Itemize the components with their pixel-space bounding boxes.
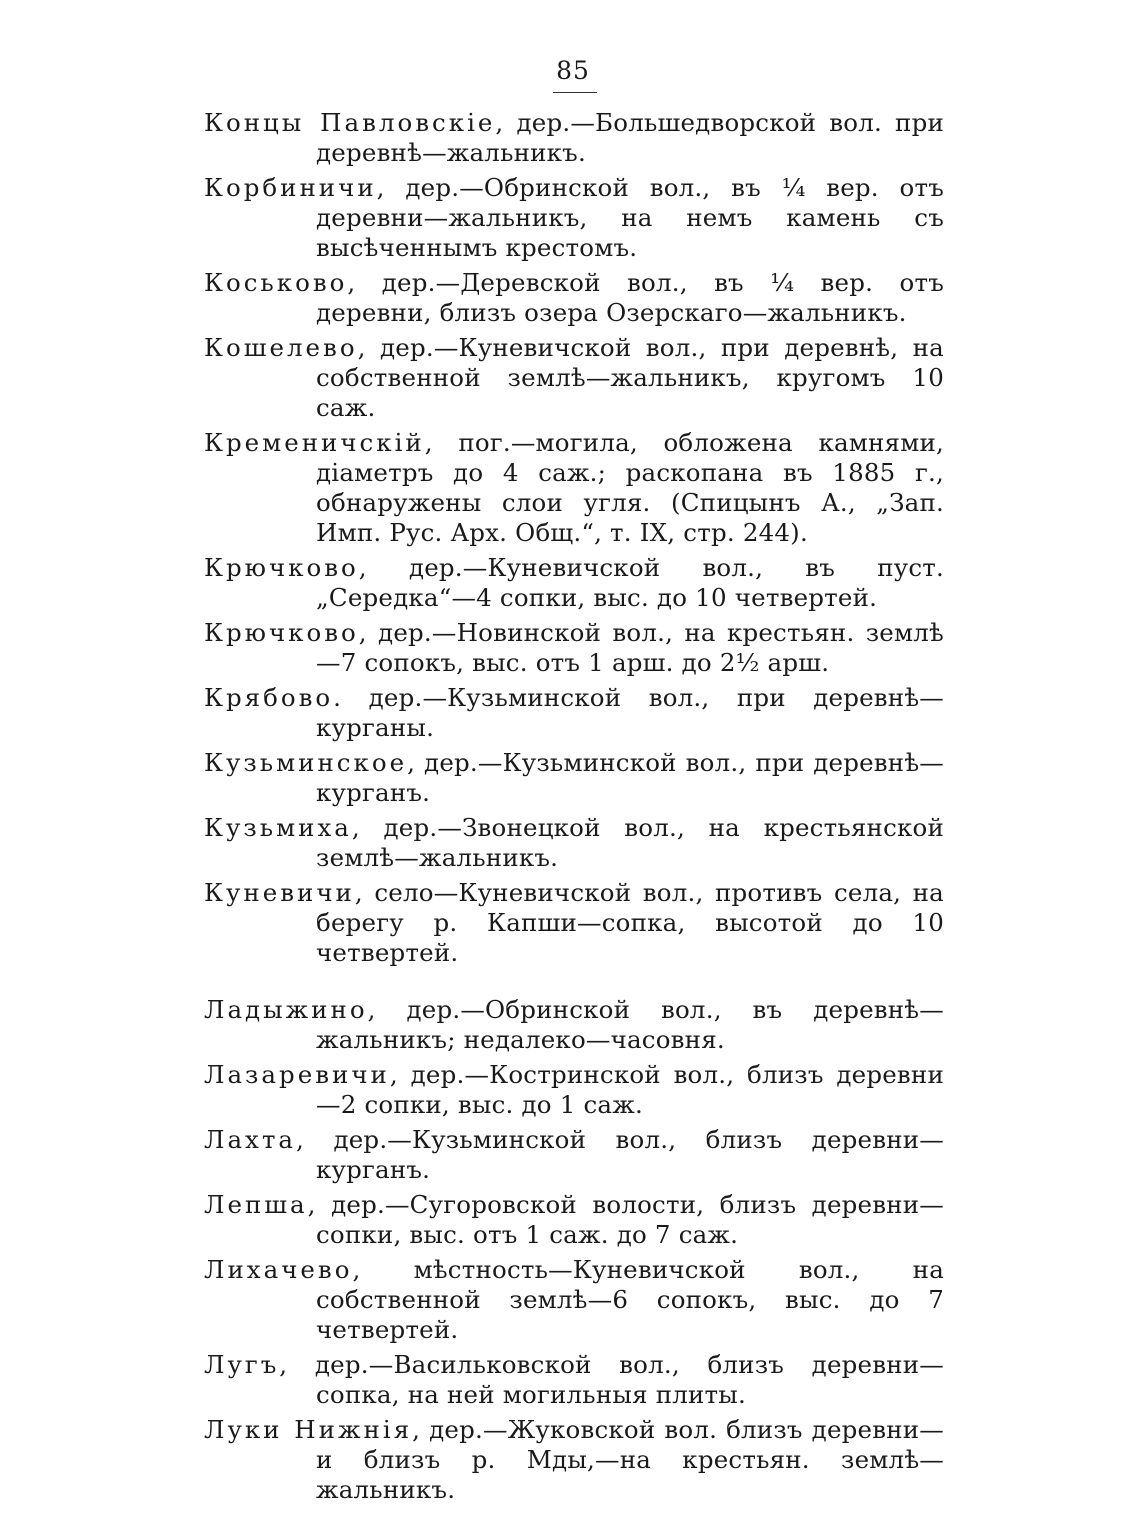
entry: [204, 108, 944, 168]
entry-term: Ладыжино: [204, 995, 368, 1024]
entry-term: Лепша: [204, 1190, 308, 1219]
entry-text: , дер.—Большедворской вол. при деревнѣ—жальникъ.: [316, 108, 944, 167]
page-number: 85: [556, 56, 590, 85]
entry: [204, 1060, 944, 1120]
entry-text: , мѣстность—Куневичской вол., на собственной землѣ—6 сопокъ, выс. до 7 четвертей.: [316, 1255, 944, 1344]
entry-text: , дер.—Куневичской вол., въ пуст. „Середка“—4 сопки, выс. до 10 четвертей.: [316, 553, 944, 612]
entry: [204, 333, 944, 423]
entry-text: , село—Куневичской вол., противъ села, на берегу р. Капши—сопка, высотой до 10 четвертей.: [316, 878, 944, 967]
entry-text: , дер.—Сугоровской волости, близъ деревни—сопки, выс. отъ 1 саж. до 7 саж.: [307, 1190, 944, 1249]
entry-text: , дер.—Костринской вол., близъ деревни—2 сопки, выс. до 1 саж.: [316, 1060, 944, 1119]
entry-term: Лугъ: [204, 1350, 280, 1379]
entry: [204, 618, 944, 678]
entry-text: . дер.—Кузьминской вол., при деревнѣ—курганы.: [316, 683, 944, 742]
entry: [204, 813, 944, 873]
entry-text: , дер.—Новинской вол., на крестьян. землѣ—7 сопокъ, выс. отъ 1 арш. до 2½ арш.: [316, 618, 944, 677]
entry-term: Кременичскій: [204, 428, 425, 457]
entry-text: , дер.—Звонецкой вол., на крестьянской землѣ—жальникъ.: [316, 813, 944, 872]
entry: [204, 1190, 944, 1250]
entry-term: Кузьминское: [204, 748, 408, 777]
entry: [204, 1350, 944, 1410]
entry-term: Лихачево: [204, 1255, 353, 1284]
entry: [204, 1125, 944, 1185]
entry-text: , дер.—Обринской вол., въ ¼ вер. отъ деревни—жальникъ, на немъ камень съ высѣченнымъ крестомъ.: [316, 173, 944, 262]
entry: [204, 553, 944, 613]
entry-text: , дер.—Васильковской вол., близъ деревни—сопка, на ней могильныя плиты.: [279, 1350, 944, 1409]
entry-term: Кузьмиха: [204, 813, 352, 842]
gazetteer-entries: [204, 108, 944, 1510]
entry: [204, 268, 944, 328]
entry-text: , дер.—Обринской вол., въ деревнѣ—жальникъ; недалеко—часовня.: [316, 995, 944, 1054]
entry-text: , дер.—Жуковской вол. близъ деревни—и близъ р. Мды,—на крестьян. землѣ—жальникъ.: [316, 1415, 944, 1504]
entry: [204, 428, 944, 548]
entry-text: , пог.—могила, обложена камнями, діаметръ до 4 саж.; раскопана въ 1885 г., обнаружены слои угля. (Спицынъ А., „Зап. Имп. Рус. Арх. Общ.“, т. IX, стр. 244).: [316, 428, 944, 547]
entry-text: , дер.—Кузьминской вол., близъ деревни—курганъ.: [296, 1125, 944, 1184]
page-number-rule: [553, 92, 597, 93]
entry-text: , дер.—Деревской вол., въ ¼ вер. отъ деревни, близъ озера Озерскаго—жальникъ.: [316, 268, 944, 327]
entry: [204, 1415, 944, 1505]
entry: [204, 1255, 944, 1345]
entry-text: , дер.—Куневичской вол., при деревнѣ, на собственной землѣ—жальникъ, кругомъ 10 саж.: [316, 333, 944, 422]
entry-term: Лазаревичи: [204, 1060, 390, 1089]
entry: [204, 173, 944, 263]
entry-term: Кошелево: [204, 333, 358, 362]
entry-term: Крючково: [204, 618, 359, 647]
entry: [204, 748, 944, 808]
entry: [204, 878, 944, 968]
entry-term: Корбиничи: [204, 173, 377, 202]
entry-term: Крябово: [204, 683, 334, 712]
entry-term: Коськово: [204, 268, 348, 297]
entry-term: Крючково: [204, 553, 359, 582]
entry: [204, 683, 944, 743]
entry-term: Луки Нижнія: [204, 1415, 413, 1444]
entry-term: Концы Павловскіе: [204, 108, 496, 137]
entry-term: Лахта: [204, 1125, 297, 1154]
entry-term: Куневичи: [204, 878, 355, 907]
entry: [204, 995, 944, 1055]
entry-text: , дер.—Кузьминской вол., при деревнѣ—курганъ.: [316, 748, 944, 807]
